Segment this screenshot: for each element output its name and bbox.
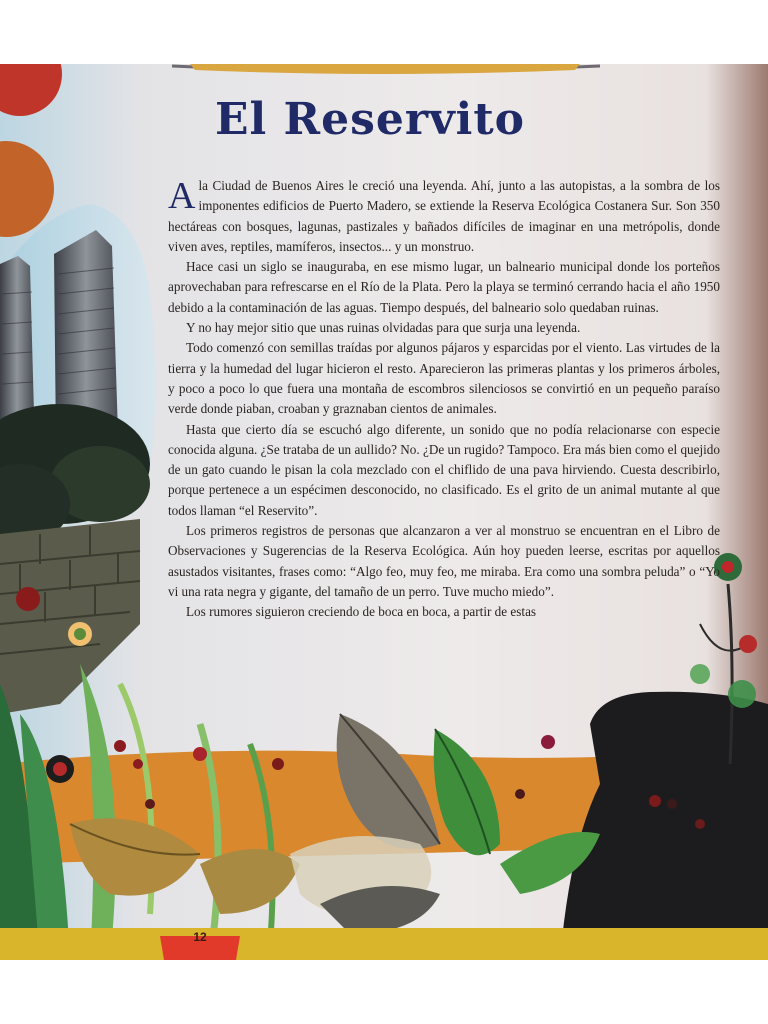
body-text bbox=[168, 176, 720, 623]
dark-monster-silhouette bbox=[560, 692, 768, 960]
page-title: El Reservito bbox=[214, 94, 526, 145]
paragraph-4: Todo comenzó con semillas traídas por algunos pájaros y esparcidas por el viento. Las virtudes de la tierra y la humedad del lugar hicieron el resto. Aparecieron las primeras plantas y los primeros árboles, y poco a poco lo que fuera una montaña de escombros silenciosos se convirtió en un pequeño paraíso verde donde piaban, croaban y graznaban cientos de animales. bbox=[168, 340, 720, 417]
paragraph-3: Y no hay mejor sitio que unas ruinas olvidadas para que surja una leyenda. bbox=[186, 320, 581, 336]
paragraph-1-text: la Ciudad de Buenos Aires le creció una leyenda. Ahí, junto a las autopistas, a la sombra de los imponentes edificios de Puerto Madero, se extiende la Reserva Ecológica Costanera Sur. Son 350 hectáreas con bosques, lagunas, pastizales y bañados difíciles de imaginar en una metrópolis, donde viven aves, reptiles, mamíferos, insectos... y un monstruo. bbox=[168, 178, 720, 254]
top-left-orange-circle bbox=[0, 141, 54, 237]
paragraph-5: Hasta que cierto día se escuchó algo diferente, un sonido que no podía relacionarse con especie conocida alguna. ¿Se trataba de un aullido? No. ¿De un rugido? Tampoco. Era más bien como el quejido de un gato cuando le pisan la cola mezclado con el chiflido de una pava hirviendo. Cuesta describirlo, porque pertenece a un espécimen desconocido, no clasificado. Es el grito de un animal mutante al que todos llaman “el Reservito”. bbox=[168, 421, 720, 518]
tower-left bbox=[0, 256, 34, 419]
top-arc-fill bbox=[190, 64, 580, 74]
page-number: 12 bbox=[193, 930, 207, 944]
book-page bbox=[0, 64, 768, 960]
paragraph-2: Hace casi un siglo se inauguraba, en ese mismo lugar, un balneario municipal donde los porteños aprovechaban para refrescarse en el Río de la Plata. Pero la playa se terminó cerrando hacia el año 1950 debido a la contaminación de las aguas. Tiempo después, del balneario solo quedaban ruinas. bbox=[168, 259, 720, 315]
paragraph-1 bbox=[168, 176, 720, 257]
top-left-red-circle bbox=[0, 64, 62, 116]
footer-band bbox=[0, 928, 768, 960]
drop-cap: A bbox=[168, 175, 196, 217]
paragraph-6: Los primeros registros de personas que alcanzaron a ver al monstruo se encuentran en el Libro de Observaciones y Sugerencias de la Reserva Ecológica. Aún hoy pueden leerse, escritas por aquellos asustados visitantes, frases como: “Algo feo, muy feo, me miraba. Era como una sombra peluda” o “Yo vi una rata negra y gigante, del tamaño de un perro. Tuve mucho miedo”. bbox=[168, 523, 720, 599]
paragraph-7: Los rumores siguieron creciendo de boca en boca, a partir de estas bbox=[186, 604, 537, 620]
